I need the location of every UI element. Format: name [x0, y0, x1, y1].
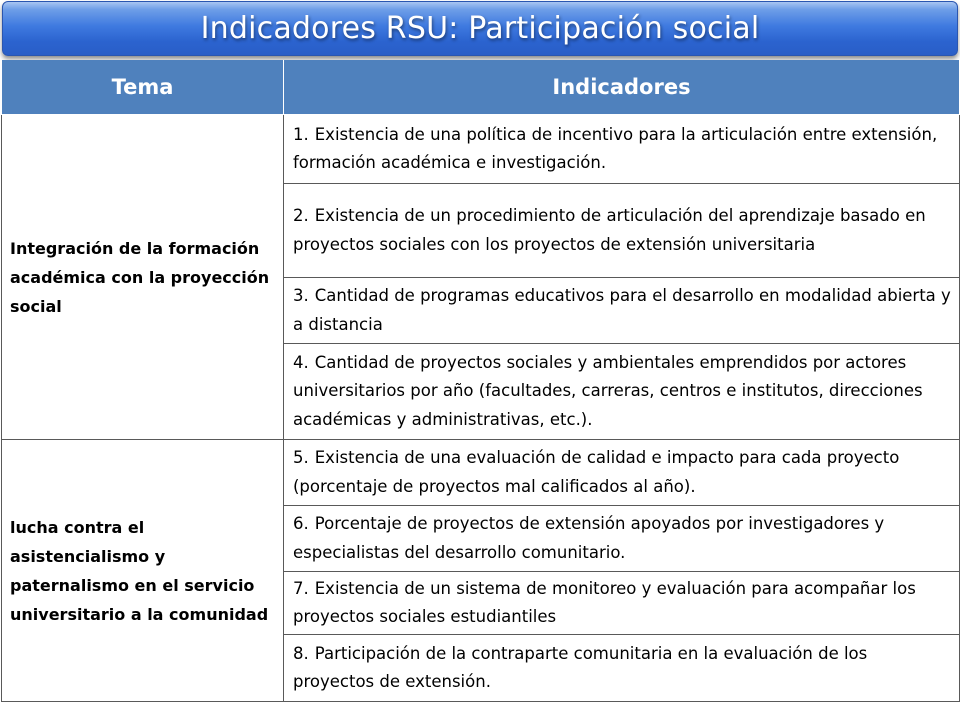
indicator-text: Existencia de una evaluación de calidad e impacto para cada proyecto (porcentaje de proyectos mal calificados al año).	[293, 448, 900, 496]
slide-title: Indicadores RSU: Participación social	[200, 11, 760, 46]
indicator-text: Existencia de un sistema de monitoreo y evaluación para acompañar los proyectos sociales estudiantiles	[293, 578, 916, 626]
indicator-number: 4.	[293, 352, 309, 372]
indicator-cell	[284, 506, 960, 572]
header-tema: Tema	[2, 60, 284, 115]
indicator-number: 1.	[293, 124, 309, 144]
indicator-number: 5.	[293, 448, 309, 467]
table-header-row	[2, 60, 960, 115]
indicator-number: 2.	[293, 206, 309, 225]
indicator-number: 3.	[293, 286, 309, 305]
indicator-cell	[284, 344, 960, 440]
table-row	[2, 115, 960, 184]
indicator-number: 7.	[293, 578, 309, 598]
tema-cell: Integración de la formación académica con la proyección social	[2, 115, 284, 440]
indicator-number: 8.	[293, 643, 309, 663]
indicator-text: Cantidad de programas educativos para el desarrollo en modalidad abierta y a distancia	[293, 286, 951, 334]
indicator-cell	[284, 184, 960, 278]
indicator-cell	[284, 278, 960, 344]
indicator-cell	[284, 635, 960, 702]
indicator-text: Cantidad de proyectos sociales y ambientales emprendidos por actores universitarios por año (facultades, carreras, centros e institutos, direcciones académicas y administrativas, etc.).	[293, 352, 923, 429]
indicator-cell	[284, 440, 960, 506]
indicators-table	[1, 60, 960, 702]
slide-title-banner	[2, 1, 958, 56]
tema-cell: lucha contra el asistencialismo y paternalismo en el servicio universitario a la comunidad	[2, 440, 284, 702]
indicator-text: Existencia de una política de incentivo para la articulación entre extensión, formación académica e investigación.	[293, 124, 938, 172]
indicator-cell	[284, 572, 960, 635]
indicator-cell	[284, 115, 960, 184]
indicator-number: 6.	[293, 514, 309, 533]
indicator-text: Participación de la contraparte comunitaria en la evaluación de los proyectos de extensión.	[293, 643, 868, 691]
header-indicadores: Indicadores	[284, 60, 960, 115]
indicator-text: Porcentaje de proyectos de extensión apoyados por investigadores y especialistas del desarrollo comunitario.	[293, 514, 885, 562]
table-row	[2, 440, 960, 506]
indicator-text: Existencia de un procedimiento de articulación del aprendizaje basado en proyectos sociales con los proyectos de extensión universitaria	[293, 206, 926, 254]
